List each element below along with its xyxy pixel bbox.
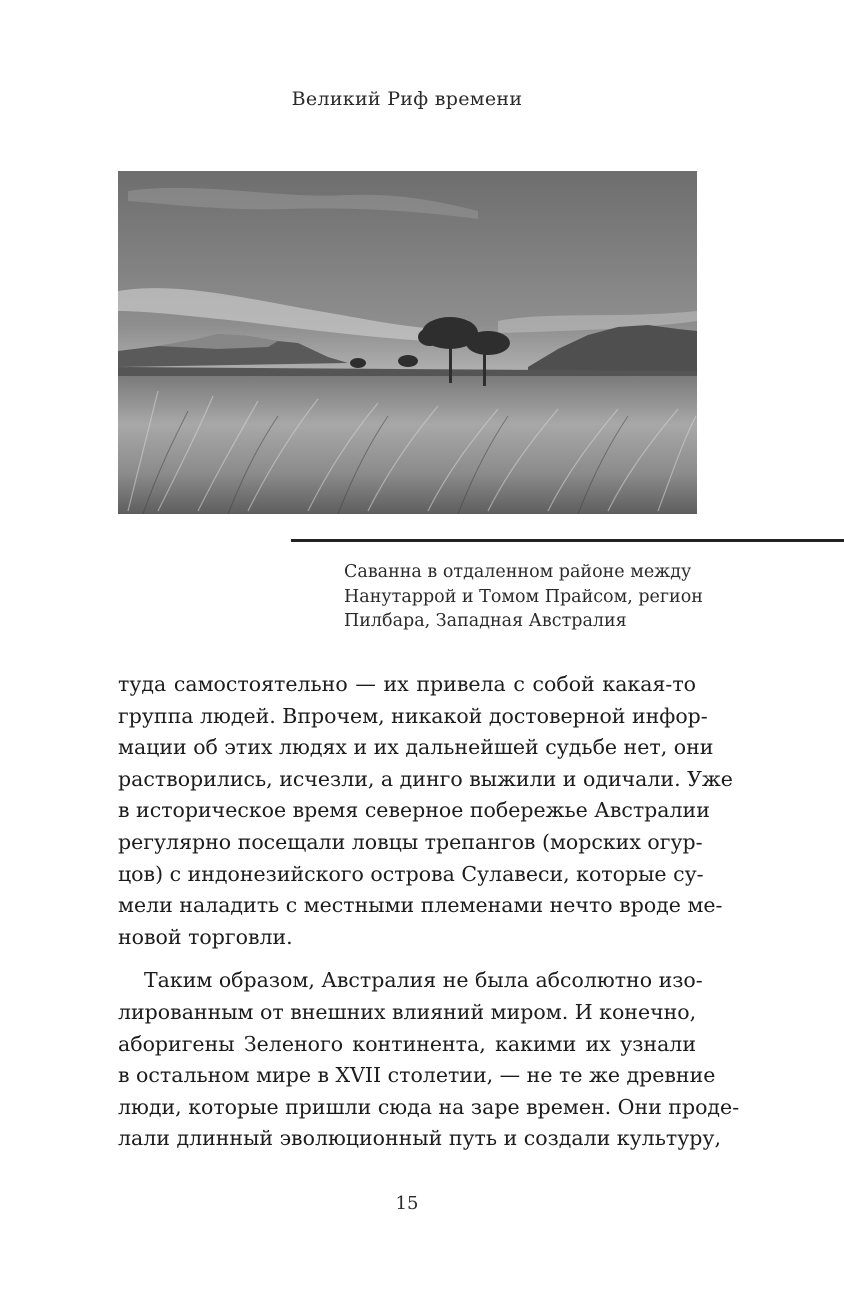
text-line: мации об этих людях и их дальнейшей судьбе нет, они: [118, 735, 714, 760]
text-line: мели наладить с местными племенами нечто вроде ме-: [118, 893, 723, 918]
savanna-photo: [118, 171, 697, 514]
text-line: в историческое время северное побережье Австралии: [118, 798, 710, 823]
caption-rule: [291, 539, 844, 542]
page-number: 15: [395, 1193, 419, 1214]
text-line: лали длинный эволюционный путь и создали культуру,: [118, 1126, 721, 1151]
caption-line: Нанутаррой и Томом Прайсом, регион: [344, 586, 703, 607]
figure-caption: [344, 560, 824, 634]
text-line: группа людей. Впрочем, никакой достоверной инфор-: [118, 703, 708, 728]
text-line: туда самостоятельно — их привела с собой какая-то: [118, 672, 696, 696]
text-line: цов) с индонезийского острова Сулавеси, которые су-: [118, 861, 704, 886]
text-line: в остальном мире в XVII столетии, — не те же древние: [118, 1063, 716, 1088]
text-line: Таким образом, Австралия не была абсолютно изо-: [144, 968, 703, 993]
running-head: Великий Риф времени: [291, 88, 523, 110]
paragraph-2: [118, 965, 740, 1155]
text-line: аборигены Зеленого континента, какими их узнали: [118, 1031, 696, 1056]
text-line: новой торговли.: [118, 924, 293, 949]
paragraph-1: [118, 669, 733, 953]
text-line: регулярно посещали ловцы трепангов (морских огур-: [118, 829, 703, 854]
text-line: растворились, исчезли, а динго выжили и одичали. Уже: [118, 766, 733, 791]
text-line: лированным от внешних влияний миром. И конечно,: [118, 999, 697, 1024]
caption-line: Саванна в отдаленном районе между: [344, 562, 692, 582]
caption-line: Пилбара, Западная Австралия: [344, 611, 627, 631]
text-line: люди, которые пришли сюда на заре времен. Они проде-: [118, 1094, 740, 1119]
body-text: [118, 669, 740, 1155]
